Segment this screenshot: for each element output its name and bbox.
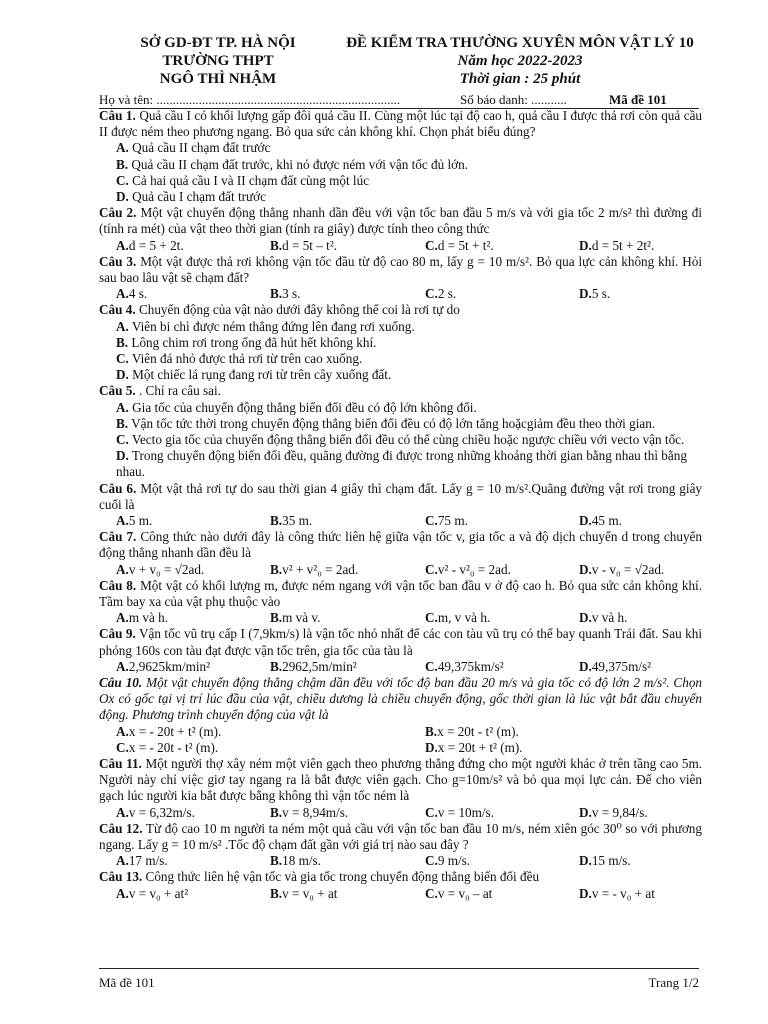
- question-list: [99, 108, 702, 902]
- question-text: Một vật được thả rơi không vận tốc đầu từ độ cao 80 m, lấy g = 10 m/s². Bỏ qua lực cản không khí. Hỏi sau bao lâu vật sẽ chạm đất?: [99, 253, 703, 286]
- answer-text: Viên bi chì được ném thẳng đứng lên đang rơi xuống.: [131, 318, 415, 334]
- answer-option: [116, 319, 415, 334]
- answer-option: [425, 658, 504, 675]
- answer-option: [270, 237, 338, 254]
- answer-option: [116, 173, 369, 188]
- answer-text: Cả hai quả cầu I và II chạm đất cùng một lúc: [132, 172, 370, 188]
- answer-key: B.: [270, 610, 283, 626]
- answer-text: Viên đá nhỏ được thả rơi từ trên cao xuống.: [131, 351, 363, 367]
- question-11: [99, 756, 702, 805]
- answer-key: B.: [270, 286, 283, 302]
- answer-text: x = - 20t + t² (m).: [128, 723, 222, 739]
- answer-key: C.: [425, 237, 438, 253]
- question-5: [99, 383, 702, 399]
- question-number: Câu 13.: [99, 869, 143, 885]
- answer-option: [425, 723, 519, 740]
- answer-text: v = 10m/s.: [437, 804, 494, 820]
- question-number: Câu 8.: [99, 577, 137, 593]
- answer-text: v = 6,32m/s.: [128, 804, 195, 820]
- answer-row: [99, 173, 702, 189]
- answer-row: [99, 513, 702, 529]
- answer-key: B.: [270, 853, 283, 869]
- footer-divider: [99, 968, 699, 969]
- answer-text: v + v₀ = √2ad.: [128, 561, 205, 577]
- question-8: [99, 578, 702, 610]
- question-9: [99, 626, 702, 658]
- department-name: SỞ GD-ĐT TP. HÀ NỘI: [140, 35, 296, 51]
- answer-option: [116, 610, 169, 626]
- answer-option: [116, 561, 205, 578]
- answer-text: v = v₀ + at: [282, 885, 338, 901]
- answer-text: 2,9625km/min²: [128, 658, 211, 674]
- answer-text: x = - 20t - t² (m).: [128, 739, 219, 755]
- question-text: Từ độ cao 10 m người ta ném một quả cầu với vận tốc ban đầu 10 m/s, ném xiên góc 30⁰ so với phương ngang. Lấy g = 10 m/s² .Tốc độ chạm đất gần với giá trị nào sau đây ?: [99, 820, 702, 852]
- answer-key: A.: [116, 318, 129, 334]
- answer-option: [425, 804, 494, 821]
- answer-option: [579, 804, 648, 821]
- question-number: Câu 12.: [99, 820, 143, 836]
- answer-row: [99, 400, 702, 416]
- answer-key: A.: [116, 561, 129, 577]
- answer-text: v² + v²₀ = 2ad.: [282, 561, 359, 577]
- answer-key: D.: [579, 237, 592, 253]
- answer-key: D.: [116, 189, 129, 205]
- answer-option: [425, 610, 491, 626]
- question-text: Công thức liên hệ vận tốc và gia tốc trong chuyển động thẳng biến đổi đều: [145, 869, 540, 885]
- answer-option: [116, 140, 270, 155]
- answer-key: A.: [116, 610, 129, 626]
- answer-text: 9 m/s.: [437, 853, 471, 869]
- answer-key: D.: [116, 448, 129, 464]
- answer-option: [425, 885, 493, 902]
- answer-text: v = 8,94m/s.: [282, 804, 349, 820]
- answer-key: C.: [425, 286, 438, 302]
- question-number: Câu 2.: [99, 205, 137, 221]
- answer-option: [116, 416, 655, 431]
- answer-key: D.: [579, 561, 592, 577]
- exam-title: ĐỀ KIỂM TRA THƯỜNG XUYÊN MÔN VẬT LÝ 10: [346, 35, 694, 51]
- answer-option: [270, 286, 301, 302]
- answer-text: v - v₀ = √2ad.: [591, 561, 665, 577]
- answer-row: [99, 805, 702, 821]
- answer-option: [116, 804, 195, 821]
- question-text: . Chỉ ra câu sai.: [138, 383, 221, 399]
- answer-text: Gia tốc của chuyển động thẳng biến đổi đều có độ lớn không đổi.: [132, 399, 477, 415]
- answer-row: [99, 562, 702, 578]
- question-number: Câu 4.: [99, 302, 136, 318]
- school-header: [108, 34, 328, 88]
- question-number: Câu 9.: [99, 626, 136, 642]
- answer-key: A.: [116, 804, 129, 820]
- answer-key: C.: [116, 432, 129, 448]
- answer-row: [99, 351, 702, 367]
- question-number: Câu 6.: [99, 480, 137, 496]
- answer-option: [116, 286, 148, 302]
- answer-option: [579, 658, 652, 675]
- answer-key: A.: [116, 853, 129, 869]
- answer-option: [270, 610, 321, 626]
- answer-key: B.: [116, 156, 129, 172]
- answer-option: [425, 513, 468, 529]
- question-text: Một vật thả rơi tự do sau thời gian 4 giây thì chạm đất. Lấy g = 10 m/s².Quãng đường vật rơi trong giây cuối là: [99, 480, 703, 512]
- question-text: Chuyển động của vật nào dưới đây không thể coi là rơi tự do: [138, 302, 460, 318]
- answer-key: D.: [579, 658, 592, 674]
- answer-row: [99, 448, 702, 480]
- answer-row: [99, 157, 702, 173]
- answer-key: B.: [270, 804, 283, 820]
- answer-row: [99, 740, 702, 756]
- question-text: Vận tốc vũ trụ cấp I (7,9km/s) là vận tốc nhỏ nhất để các con tàu vũ trụ có thể bay quanh Trái đất. Sau khi phóng 160s con tàu đạt được vận tốc trên, gia tốc của tàu là: [99, 626, 703, 658]
- answer-text: 49,375m/s²: [591, 658, 652, 674]
- question-4: [99, 302, 702, 318]
- answer-text: d = 5t – t².: [282, 237, 338, 253]
- answer-text: Quả cầu I chạm đất trước: [132, 189, 266, 205]
- student-name-field: Họ và tên: ...........................................................................: [99, 92, 401, 107]
- answer-text: v và h.: [591, 610, 628, 626]
- exam-duration: Thời gian : 25 phút: [459, 71, 581, 87]
- answer-text: 5 m.: [128, 513, 153, 529]
- answer-text: v² - v²₀ = 2ad.: [437, 561, 511, 577]
- answer-text: Quả cầu II chạm đất trước, khi nó được ném với vận tốc đủ lớn.: [131, 156, 469, 172]
- answer-option: [270, 561, 359, 578]
- answer-text: Vecto gia tốc của chuyển động thẳng biến đổi đều có thể cùng chiều hoặc ngược chiều với vecto vận tốc.: [131, 432, 685, 448]
- question-number: Câu 7.: [99, 529, 137, 545]
- answer-option: [579, 561, 665, 578]
- question-text: Một người thợ xây ném một viên gạch theo phương thẳng đứng cho một người khác ở trên tầng cao 5m. Người này chỉ việc giơ tay ngang ra là bắt được viên gạch. Cho g=10m/s² và bỏ qua mọi lực cản. Để cho viên gạch lúc người kia bắt được bằng không thì vận tốc ném là: [99, 756, 702, 804]
- answer-option: [116, 513, 153, 529]
- answer-key: D.: [579, 804, 592, 820]
- answer-option: [116, 367, 391, 382]
- answer-key: D.: [579, 610, 592, 626]
- question-13: [99, 869, 702, 885]
- answer-text: Vận tốc tức thời trong chuyển động thẳng biến đổi đều có độ lớn tăng hoặcgiảm đều theo thời gian.: [131, 415, 656, 431]
- question-text: Một vật chuyển động thẳng chậm dần đều với tốc độ ban đầu 20 m/s và gia tốc có độ lớn 2 m/s². Chọn Ox có gốc tại vị trí lúc đầu của vật, chiều dương là chiều chuyển động, gốc thời gian là lúc vật bắt đầu chuyển động. Phương trình chuyển động của vật là: [99, 675, 703, 723]
- answer-text: v = v₀ – at: [437, 885, 493, 901]
- candidate-number-field: Số báo danh: ...........: [460, 92, 567, 107]
- question-text: Một vật có khối lượng m, được ném ngang với vận tốc ban đầu v ở độ cao h. Bỏ qua sức cản không khí. Tầm bay xa của vật phụ thuộc vào: [99, 577, 703, 610]
- question-6: [99, 481, 702, 513]
- answer-row: [99, 432, 702, 448]
- answer-option: [116, 400, 477, 415]
- answer-option: [116, 189, 266, 204]
- answer-row: [99, 238, 702, 254]
- answer-key: A.: [116, 885, 129, 901]
- answer-option: [116, 335, 376, 350]
- answer-text: 3 s.: [282, 286, 301, 302]
- question-2: [99, 205, 702, 237]
- answer-key: B.: [270, 237, 283, 253]
- answer-key: B.: [116, 415, 129, 431]
- answer-option: [116, 432, 684, 447]
- answer-key: D.: [425, 739, 438, 755]
- answer-key: D.: [116, 367, 129, 383]
- answer-row: [99, 286, 702, 302]
- answer-text: 4 s.: [128, 286, 148, 302]
- answer-row: [99, 610, 702, 626]
- footer-exam-code: Mã đề 101: [99, 975, 155, 990]
- answer-option: [116, 157, 468, 172]
- answer-key: B.: [270, 658, 283, 674]
- answer-option: [425, 286, 457, 302]
- answer-key: D.: [579, 885, 592, 901]
- answer-option: [579, 513, 622, 529]
- answer-text: v = v₀ + at²: [128, 885, 189, 901]
- answer-option: [579, 237, 655, 254]
- answer-key: C.: [425, 658, 438, 674]
- answer-key: C.: [425, 804, 438, 820]
- answer-key: C.: [425, 853, 438, 869]
- answer-text: Lông chim rơi trong ống đã hút hết không khí.: [131, 334, 377, 350]
- answer-text: d = 5t + t².: [437, 237, 494, 253]
- answer-text: Trong chuyển động biến đổi đều, quãng đường đi được trong những khoảng thời gian bằng nhau thì bằng nhau.: [116, 448, 687, 480]
- answer-text: 2 s.: [437, 286, 457, 302]
- answer-key: C.: [116, 172, 129, 188]
- answer-option: [270, 658, 357, 675]
- answer-row: [99, 335, 702, 351]
- answer-option: [425, 853, 471, 869]
- answer-key: D.: [579, 513, 592, 529]
- answer-key: C.: [425, 513, 438, 529]
- answer-text: x = 20t + t² (m).: [437, 739, 523, 755]
- answer-key: A.: [116, 723, 129, 739]
- question-7: [99, 529, 702, 561]
- answer-option: [116, 853, 168, 869]
- answer-text: Một chiếc lá rụng đang rơi từ trên cây xuống đất.: [132, 367, 392, 383]
- answer-row: [99, 416, 702, 432]
- answer-option: [116, 739, 219, 756]
- student-info-row: [99, 91, 699, 109]
- school-year: Năm học 2022-2023: [457, 53, 583, 69]
- answer-key: A.: [116, 237, 129, 253]
- answer-text: x = 20t - t² (m).: [437, 723, 519, 739]
- answer-option: [425, 237, 494, 254]
- answer-option: [579, 853, 631, 869]
- answer-option: [579, 885, 655, 902]
- answer-key: A.: [116, 140, 129, 156]
- answer-key: B.: [270, 561, 283, 577]
- answer-row: [99, 319, 702, 335]
- answer-option: [116, 658, 211, 675]
- answer-key: A.: [116, 399, 129, 415]
- answer-key: A.: [116, 286, 129, 302]
- answer-option: [270, 804, 349, 821]
- question-12: [99, 821, 702, 853]
- exam-code: Mã đề 101: [609, 92, 667, 107]
- answer-text: Quả cầu II chạm đất trước: [132, 140, 271, 156]
- answer-text: 5 s.: [591, 286, 611, 302]
- answer-key: C.: [425, 610, 438, 626]
- answer-key: C.: [425, 561, 438, 577]
- answer-key: A.: [116, 658, 129, 674]
- answer-option: [270, 853, 321, 869]
- answer-text: 15 m/s.: [591, 853, 631, 869]
- answer-text: d = 5 + 2t.: [128, 237, 184, 253]
- answer-option: [116, 237, 184, 254]
- question-number: Câu 3.: [99, 253, 137, 269]
- answer-option: [116, 351, 362, 366]
- answer-option: [270, 885, 338, 902]
- exam-header: [330, 34, 710, 88]
- answer-key: D.: [579, 286, 592, 302]
- answer-text: 18 m/s.: [282, 853, 321, 869]
- answer-text: 49,375km/s²: [437, 658, 504, 674]
- answer-option: [579, 286, 611, 302]
- question-10: [99, 675, 702, 724]
- answer-row: [99, 367, 702, 383]
- question-number: Câu 10.: [99, 675, 143, 691]
- answer-key: A.: [116, 513, 129, 529]
- answer-text: m và h.: [128, 610, 169, 626]
- answer-option: [270, 513, 313, 529]
- question-number: Câu 11.: [99, 756, 142, 771]
- answer-text: v = - v₀ + at: [591, 885, 655, 901]
- answer-key: B.: [425, 723, 438, 739]
- question-text: Công thức nào dưới đây là công thức liên hệ giữa vận tốc v, gia tốc a và độ dịch chuyển d trong chuyển động thẳng nhanh dần đều là: [99, 529, 702, 561]
- school-name-line1: TRƯỜNG THPT: [162, 53, 274, 69]
- answer-text: 75 m.: [437, 513, 468, 529]
- answer-option: [425, 561, 511, 578]
- answer-key: C.: [116, 351, 129, 367]
- answer-row: [99, 140, 702, 156]
- answer-row: [99, 189, 702, 205]
- question-3: [99, 254, 702, 286]
- answer-option: [116, 448, 687, 479]
- question-text: Một vật chuyển động thẳng nhanh dần đều với vận tốc ban đầu 5 m/s và với gia tốc 2 m/s² thì đường đi (tính ra mét) của vật theo thời gian (tính ra giây) được tính theo công thức: [99, 205, 703, 237]
- question-number: Câu 5.: [99, 383, 136, 399]
- answer-row: [99, 853, 702, 869]
- answer-row: [99, 886, 702, 902]
- answer-key: B.: [116, 334, 129, 350]
- answer-option: [116, 723, 222, 740]
- answer-text: m và v.: [282, 610, 321, 626]
- answer-text: m, v và h.: [437, 610, 491, 626]
- answer-option: [425, 739, 523, 756]
- answer-key: C.: [116, 739, 129, 755]
- answer-row: [99, 724, 702, 740]
- answer-text: 35 m.: [282, 513, 313, 529]
- answer-text: v = 9,84/s.: [591, 804, 648, 820]
- answer-option: [579, 610, 628, 626]
- answer-key: B.: [270, 885, 283, 901]
- answer-text: 17 m/s.: [128, 853, 168, 869]
- question-text: Quả cầu I có khối lượng gấp đôi quả cầu II. Cùng một lúc tại độ cao h, quả cầu I được thả rơi còn quả cầu II được ném theo phương ngang. Bỏ qua sức cản không khí. Chọn phát biểu đúng?: [99, 108, 703, 140]
- answer-key: B.: [270, 513, 283, 529]
- answer-option: [116, 885, 189, 902]
- question-1: [99, 108, 702, 140]
- answer-row: [99, 659, 702, 675]
- answer-key: D.: [579, 853, 592, 869]
- answer-text: 2962,5m/min²: [282, 658, 357, 674]
- answer-text: d = 5t + 2t².: [591, 237, 655, 253]
- school-name-line2: NGÔ THÌ NHẬM: [159, 71, 277, 87]
- question-number: Câu 1.: [99, 108, 136, 123]
- answer-text: 45 m.: [591, 513, 622, 529]
- answer-key: C.: [425, 885, 438, 901]
- page-number: Trang 1/2: [648, 975, 699, 990]
